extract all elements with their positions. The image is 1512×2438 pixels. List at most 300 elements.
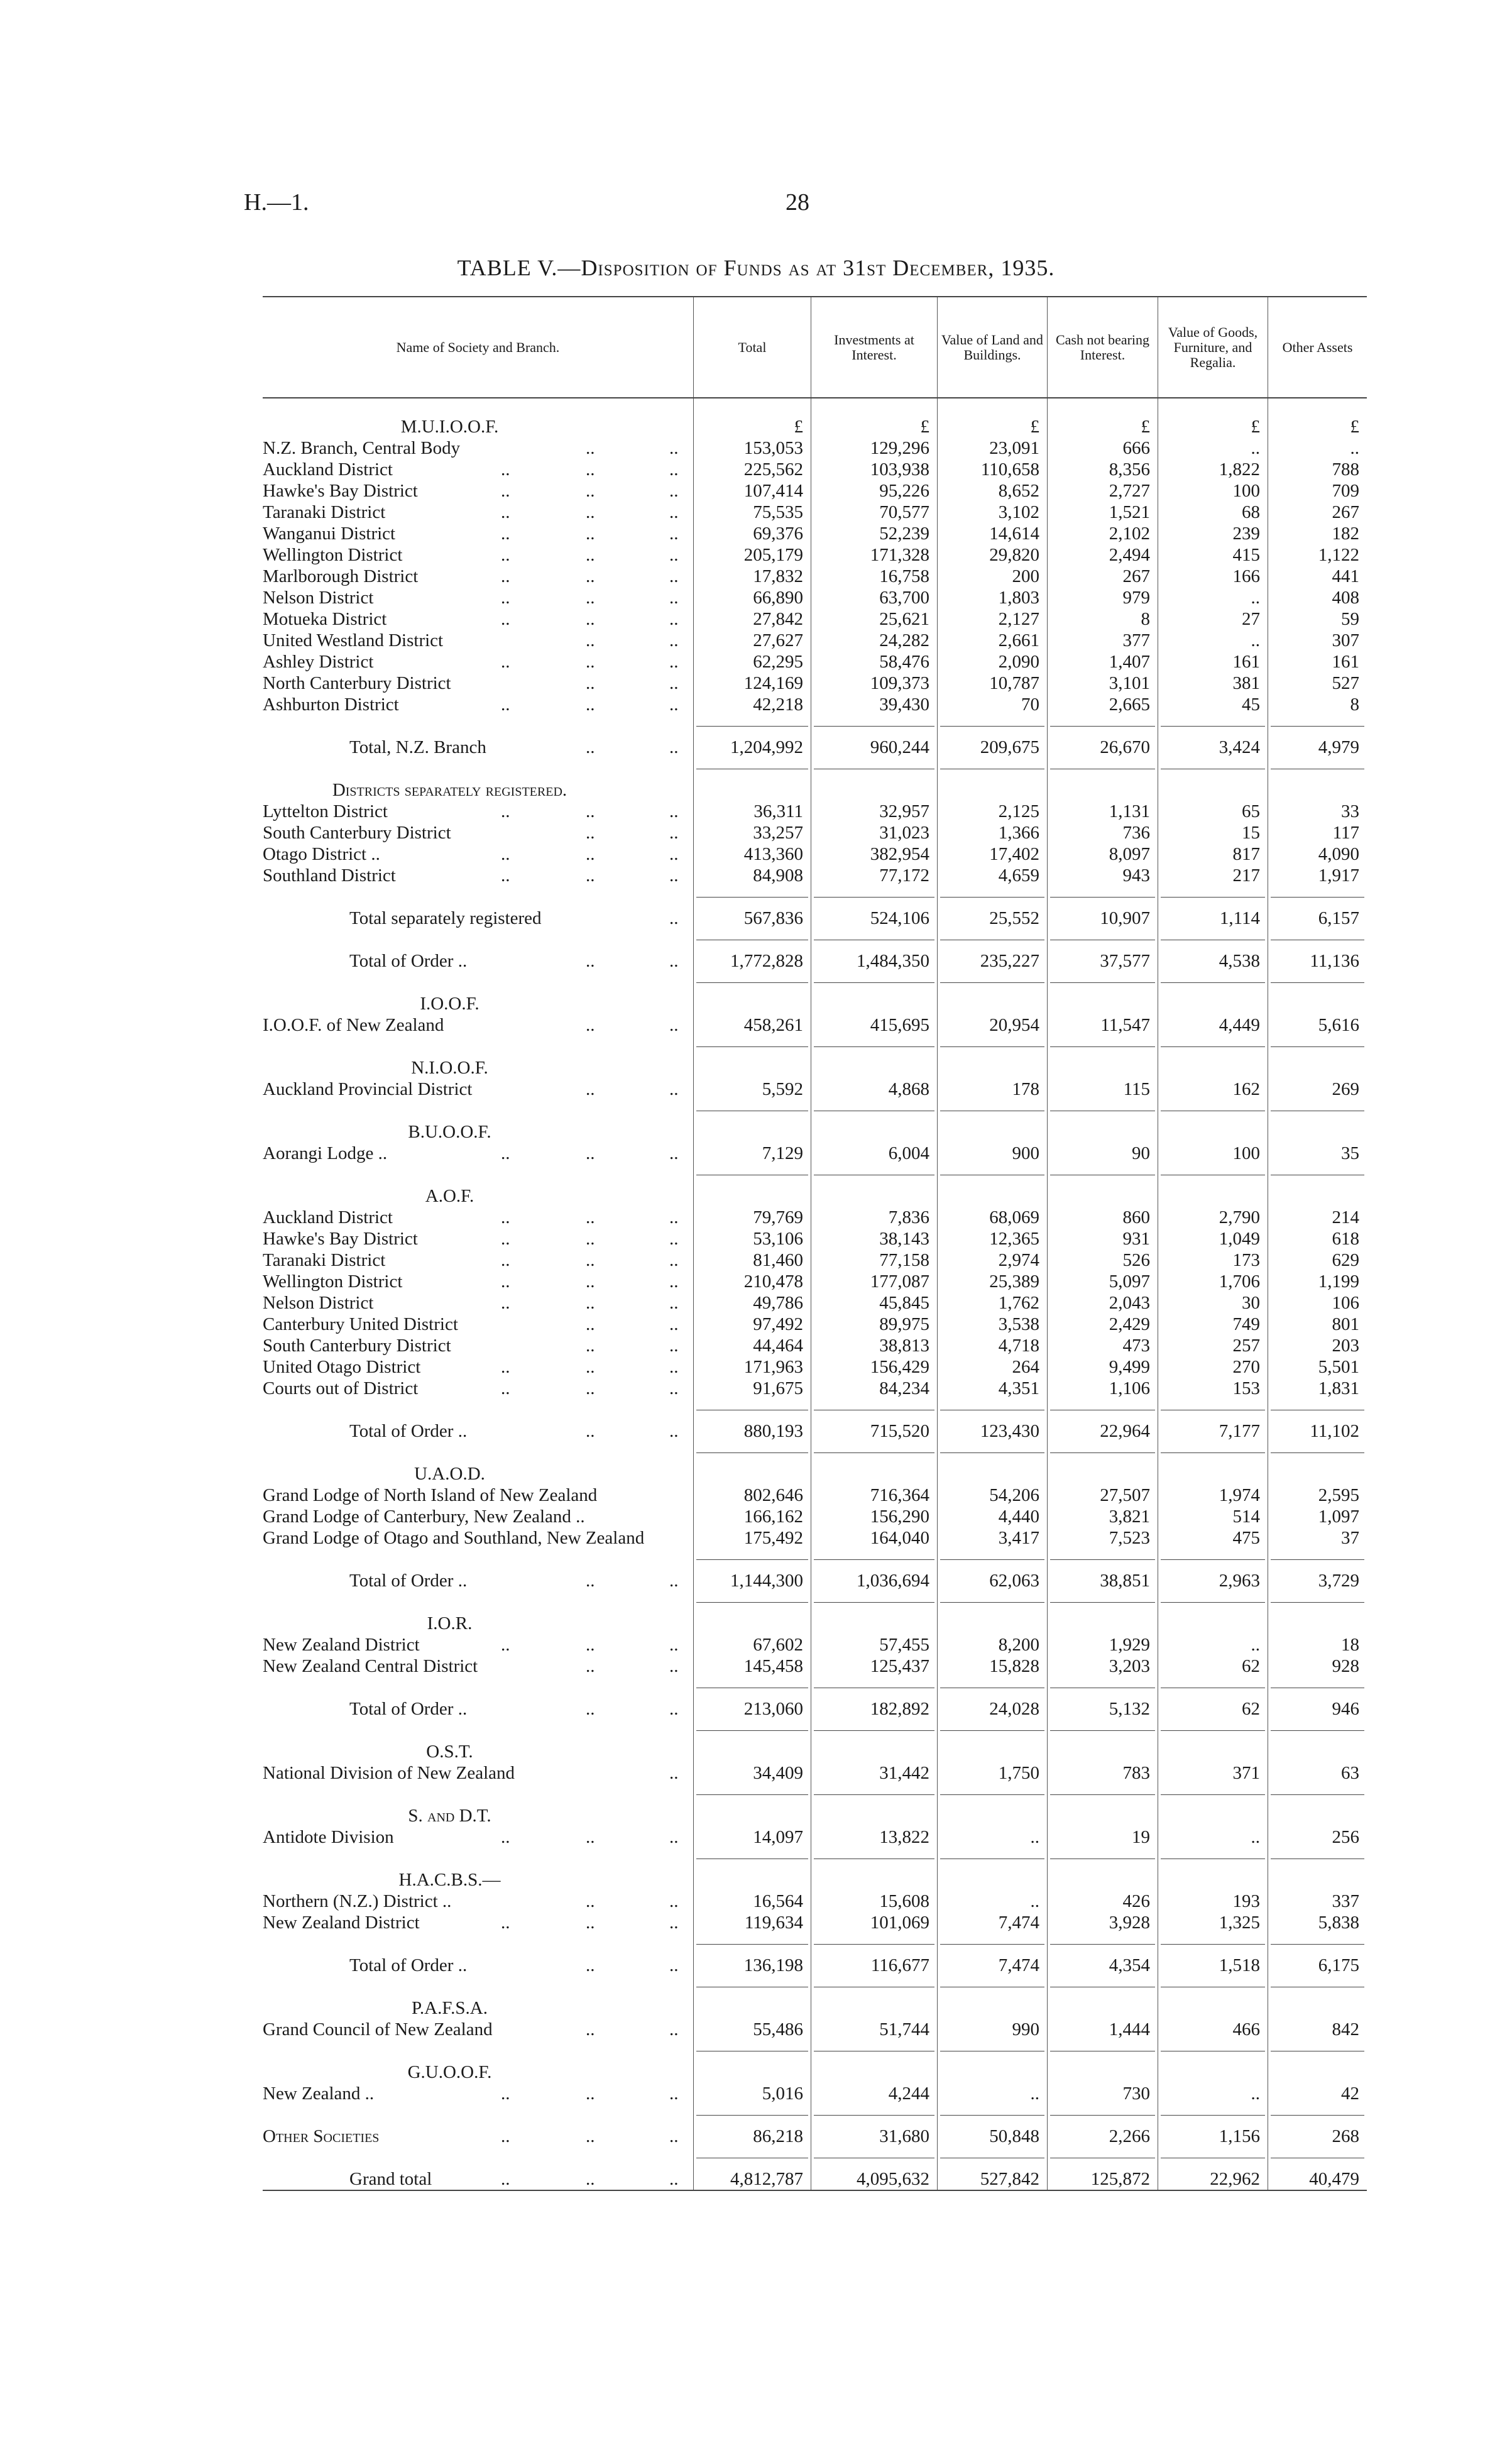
table-cell: 842 [1268,2019,1367,2040]
table-title [0,255,1512,281]
table-cell: 527 [1268,673,1367,694]
table-cell: .. [1158,1826,1268,1848]
row-label-text: G.U.O.O.F. [407,2062,492,2082]
table-cell: .. [1158,2083,1268,2104]
column-rule [811,398,937,416]
rule-row [263,1036,1367,1057]
dot-leader: .. [586,1314,595,1334]
dot-leader: .. [501,865,510,886]
table-cell: 49,786 [693,1292,811,1314]
table-cell: 97,492 [693,1314,811,1335]
column-rule [937,886,1047,908]
row-label-text: South Canterbury District [263,823,451,843]
column-rule [693,1164,811,1185]
dot-leader: .. [501,2126,510,2146]
funds-table [263,296,1367,2191]
rule-row [263,972,1367,993]
column-rule [693,398,811,416]
table-cell: 42 [1268,2083,1367,2104]
column-rule [811,1784,937,1805]
column-rule [937,1720,1047,1741]
total-row [263,908,1367,929]
table-cell: 256 [1268,1826,1367,1848]
table-cell [937,1869,1047,1891]
total-row [263,1955,1367,1976]
table-cell: 716,364 [811,1485,937,1506]
table-row [263,587,1367,608]
dot-leader: .. [669,1891,679,1911]
table-cell: 31,442 [811,1762,937,1784]
table-cell: 2,661 [937,630,1047,651]
table-cell [1268,1463,1367,1485]
table-cell: 307 [1268,630,1367,651]
column-rule [1047,1848,1158,1869]
row-label [263,2168,693,2190]
spacer-name [263,1442,693,1463]
spacer-name [263,972,693,993]
table-cell: 123,430 [937,1420,1047,1442]
row-label [263,587,693,608]
table-cell: 16,564 [693,1891,811,1912]
table-cell: 63,700 [811,587,937,608]
table-row [263,480,1367,502]
table-cell: 5,097 [1047,1271,1158,1292]
table-cell: 91,675 [693,1378,811,1399]
rule-row [263,1164,1367,1185]
table-cell: 5,838 [1268,1912,1367,1933]
row-label [263,1207,693,1228]
table-cell: 1,750 [937,1762,1047,1784]
table-cell: 931 [1047,1228,1158,1249]
dot-leader: .. [586,2126,595,2146]
table-cell [1047,1057,1158,1079]
table-cell [1158,1805,1268,1826]
dot-leader: .. [669,865,679,886]
table-cell: 42,218 [693,694,811,715]
table-cell: 205,179 [693,544,811,566]
society-heading-row [263,993,1367,1014]
table-cell [693,1057,811,1079]
table-cell: 55,486 [693,2019,811,2040]
dot-leader: .. [669,1955,679,1975]
table-row [263,1292,1367,1314]
dot-leader: .. [586,1891,595,1911]
row-label-text: Motueka District [263,609,387,629]
dot-leader: .. [586,609,595,629]
table-cell: 8,200 [937,1634,1047,1656]
table-cell: 18 [1268,1634,1367,1656]
dot-leader: .. [586,1699,595,1719]
row-label-text: S. and D.T. [408,1806,491,1826]
row-label-text: South Canterbury District [263,1336,451,1356]
column-rule [1268,1784,1367,1805]
column-rule [1047,758,1158,779]
column-header-goods: Value of Goods, Furniture, and Regalia. [1158,297,1268,397]
dot-leader: .. [669,673,679,693]
table-cell [937,1057,1047,1079]
table-row [263,1271,1367,1292]
table-row [263,1762,1367,1784]
table-row [263,1314,1367,1335]
column-rule [1047,1100,1158,1121]
table-cell: 268 [1268,2126,1367,2147]
table-cell: .. [1158,630,1268,651]
column-header-cash: Cash not bearing Interest. [1047,297,1158,397]
rule-row [263,1100,1367,1121]
spacer-name [263,1976,693,1997]
column-rule [693,1848,811,1869]
column-rule [1268,1164,1367,1185]
table-cell [693,993,811,1014]
dot-leader: .. [669,1378,679,1398]
dot-leader: .. [501,1913,510,1933]
spacer-name [263,1591,693,1613]
column-rule [693,715,811,737]
table-cell: 239 [1158,523,1268,544]
table-cell: 63 [1268,1762,1367,1784]
row-label [263,437,693,459]
table-cell: 4,244 [811,2083,937,2104]
row-label [263,1955,693,1976]
row-label-text: New Zealand .. [263,2084,375,2104]
total-row [263,2168,1367,2190]
table-cell: 161 [1158,651,1268,673]
dot-leader: .. [586,1143,595,1163]
dot-leader: .. [669,1656,679,1676]
row-label [263,459,693,480]
spacer-name [263,2104,693,2126]
table-row [263,437,1367,459]
row-label-text: U.A.O.D. [414,1464,485,1484]
row-label-text: I.O.O.F. [420,994,479,1014]
column-rule [693,1677,811,1698]
table-cell: 57,455 [811,1634,937,1656]
column-header-name: Name of Society and Branch. [396,339,560,355]
table-cell: 31,023 [811,822,937,843]
table-cell: £ [811,416,937,437]
column-rule [1047,1933,1158,1955]
spacer-name [263,1549,693,1570]
column-rule [1158,1933,1268,1955]
society-heading-row [263,779,1367,801]
table-cell [1158,2062,1268,2083]
table-cell: 1,407 [1047,651,1158,673]
table-cell: 8 [1047,608,1158,630]
table-cell [693,1805,811,1826]
row-label-text: Total of Order .. [349,951,468,971]
dot-leader: .. [501,1229,510,1249]
table-cell [1158,1869,1268,1891]
dot-leader: .. [669,1421,679,1441]
table-cell [1047,1869,1158,1891]
table-row [263,822,1367,843]
row-label-text: Hawke's Bay District [263,1229,418,1249]
table-cell: 115 [1047,1079,1158,1100]
table-cell: 943 [1047,865,1158,886]
column-rule [693,929,811,950]
table-cell: 371 [1158,1762,1268,1784]
row-label [263,1485,693,1506]
row-label [263,1805,693,1826]
dot-leader: .. [669,1207,679,1227]
column-rule [811,1549,937,1570]
row-label-text: Taranaki District [263,502,386,522]
dot-leader: .. [501,566,510,586]
table-cell: 1,521 [1047,502,1158,523]
table-cell: 7,523 [1047,1527,1158,1549]
column-rule [693,1442,811,1463]
dot-leader: .. [586,1293,595,1313]
row-label [263,1143,693,1164]
dot-leader: .. [586,951,595,971]
column-rule [937,1100,1047,1121]
table-cell: .. [1158,587,1268,608]
column-rule [1047,2040,1158,2062]
row-label-text: N.Z. Branch, Central Body [263,438,461,458]
row-label [263,1506,693,1527]
column-rule [1268,1591,1367,1613]
table-cell: 1,822 [1158,459,1268,480]
table-cell [937,1805,1047,1826]
row-label [263,1741,693,1762]
table-cell: 4,812,787 [693,2168,811,2190]
table-cell [937,1613,1047,1634]
table-cell: 15,828 [937,1656,1047,1677]
table-cell: 84,234 [811,1378,937,1399]
spacer-name [263,1399,693,1420]
table-cell: 475 [1158,1527,1268,1549]
table-cell: 52,239 [811,523,937,544]
column-rule [1158,1720,1268,1741]
table-cell: 2,974 [937,1249,1047,1271]
row-label-text: Canterbury United District [263,1314,458,1334]
table-cell: 5,592 [693,1079,811,1100]
table-cell: 22,962 [1158,2168,1268,2190]
table-cell [1268,1805,1367,1826]
table-cell: .. [1268,437,1367,459]
table-cell: 38,813 [811,1335,937,1356]
table-cell: 4,351 [937,1378,1047,1399]
column-rule [693,1933,811,1955]
table-cell: 900 [937,1143,1047,1164]
dot-leader: .. [586,1955,595,1975]
table-cell [937,1121,1047,1143]
table-cell: 162 [1158,1079,1268,1100]
table-cell [1047,2062,1158,2083]
dot-leader: .. [586,2084,595,2104]
table-cell: 70 [937,694,1047,715]
table-cell [1268,993,1367,1014]
table-cell: 32,957 [811,801,937,822]
table-cell: 382,954 [811,843,937,865]
row-label-text: Southland District [263,865,396,886]
table-cell: £ [693,416,811,437]
column-rule [1158,1549,1268,1570]
table-cell: 514 [1158,1506,1268,1527]
table-cell: 473 [1047,1335,1158,1356]
row-label [263,779,693,801]
table-cell: 2,043 [1047,1292,1158,1314]
dot-leader: .. [586,481,595,501]
table-cell: 1,156 [1158,2126,1268,2147]
column-rule [811,1848,937,1869]
table-cell: 90 [1047,1143,1158,1164]
table-cell: 7,474 [937,1912,1047,1933]
column-rule [693,1784,811,1805]
table-cell: 2,963 [1158,1570,1268,1591]
spacer-name [263,1720,693,1741]
society-heading-row [263,1185,1367,1207]
row-label-text: Hawke's Bay District [263,481,418,501]
table-cell [811,1463,937,1485]
column-rule [693,1591,811,1613]
table-cell: 95,226 [811,480,937,502]
table-cell: 30 [1158,1292,1268,1314]
row-label [263,1463,693,1485]
row-label-text: Total separately registered [349,908,542,928]
column-rule [937,1591,1047,1613]
table-cell: 77,158 [811,1249,937,1271]
table-cell [1268,1997,1367,2019]
table-cell: 1,199 [1268,1271,1367,1292]
table-cell [693,1997,811,2019]
table-cell: 1,772,828 [693,950,811,972]
column-header-investments: Investments at Interest. [811,297,937,397]
column-rule [1268,2104,1367,2126]
column-rule [693,1976,811,1997]
table-cell: 45 [1158,694,1268,715]
rule-row [263,2147,1367,2168]
table-cell: 6,004 [811,1143,937,1164]
table-cell: 2,127 [937,608,1047,630]
column-rule [937,1399,1047,1420]
column-rule [1047,2104,1158,2126]
table-cell: £ [1268,416,1367,437]
table-cell: 31,680 [811,2126,937,2147]
column-rule [1047,1164,1158,1185]
column-rule [811,886,937,908]
society-heading-row [263,1741,1367,1762]
table-cell: 1,097 [1268,1506,1367,1527]
table-cell: 4,659 [937,865,1047,886]
table-row [263,1506,1367,1527]
table-cell: 25,552 [937,908,1047,929]
total-row [263,1420,1367,1442]
column-rule [1047,972,1158,993]
row-label [263,694,693,715]
table-cell: 2,090 [937,651,1047,673]
table-cell: 209,675 [937,737,1047,758]
table-cell: 38,143 [811,1228,937,1249]
table-cell: 1,706 [1158,1271,1268,1292]
row-label [263,1314,693,1335]
table-cell: 441 [1268,566,1367,587]
table-cell: 37 [1268,1527,1367,1549]
table-cell: 1,114 [1158,908,1268,929]
table-cell: 109,373 [811,673,937,694]
dot-leader: .. [669,1293,679,1313]
dot-leader: .. [501,1827,510,1847]
table-cell: 164,040 [811,1527,937,1549]
table-cell: 715,520 [811,1420,937,1442]
dot-leader: .. [586,630,595,651]
column-rule [1268,886,1367,908]
table-cell: 3,928 [1047,1912,1158,1933]
column-header-land-buildings: Value of Land and Buildings. [937,297,1047,397]
dot-leader: .. [669,737,679,757]
total-row [263,737,1367,758]
table-cell [1268,779,1367,801]
column-rule [693,2104,811,2126]
table-cell: 84,908 [693,865,811,886]
dot-leader: .. [669,695,679,715]
table-cell: 86,218 [693,2126,811,2147]
row-label-text: M.U.I.O.O.F. [400,417,499,437]
bottom-rule [263,2190,1367,2191]
dot-leader: .. [669,2019,679,2040]
table-cell: 68,069 [937,1207,1047,1228]
table-cell: 788 [1268,459,1367,480]
row-label [263,1656,693,1677]
table-cell: 3,821 [1047,1506,1158,1527]
row-label [263,544,693,566]
dot-leader: .. [586,673,595,693]
spacer-name [263,1784,693,1805]
row-label-text: North Canterbury District [263,673,451,693]
row-label [263,950,693,972]
column-rule [1268,929,1367,950]
column-rule [1158,929,1268,950]
dot-leader: .. [669,545,679,565]
dot-leader: .. [586,1336,595,1356]
table-cell: 75,535 [693,502,811,523]
table-cell: 200 [937,566,1047,587]
table-cell: 666 [1047,437,1158,459]
table-cell: 2,665 [1047,694,1158,715]
column-rule [1268,1442,1367,1463]
table-cell: 53,106 [693,1228,811,1249]
table-cell: 267 [1268,502,1367,523]
table-cell: 4,979 [1268,737,1367,758]
table-cell: 1,325 [1158,1912,1268,1933]
column-rule [1158,1399,1268,1420]
table-cell: 2,790 [1158,1207,1268,1228]
society-heading-row [263,1463,1367,1485]
column-rule [693,758,811,779]
table-cell: 24,028 [937,1698,1047,1720]
row-label [263,1014,693,1036]
rule-row [263,2104,1367,2126]
table-cell: 567,836 [693,908,811,929]
table-cell: 946 [1268,1698,1367,1720]
dot-leader: .. [501,1378,510,1398]
dot-leader: .. [501,459,510,480]
row-label-text: National Division of New Zealand [263,1763,515,1783]
spacer-name [263,2040,693,2062]
row-label-text: New Zealand District [263,1913,420,1933]
table-cell: 77,172 [811,865,937,886]
column-rule [811,715,937,737]
table-cell [1047,1805,1158,1826]
table-row [263,566,1367,587]
table-cell: 27 [1158,608,1268,630]
table-cell: 6,175 [1268,1955,1367,1976]
table-cell: 9,499 [1047,1356,1158,1378]
table-cell: 736 [1047,822,1158,843]
row-label-text: Districts separately registered. [332,780,567,800]
table-cell: 8 [1268,694,1367,715]
table-cell: 2,727 [1047,480,1158,502]
